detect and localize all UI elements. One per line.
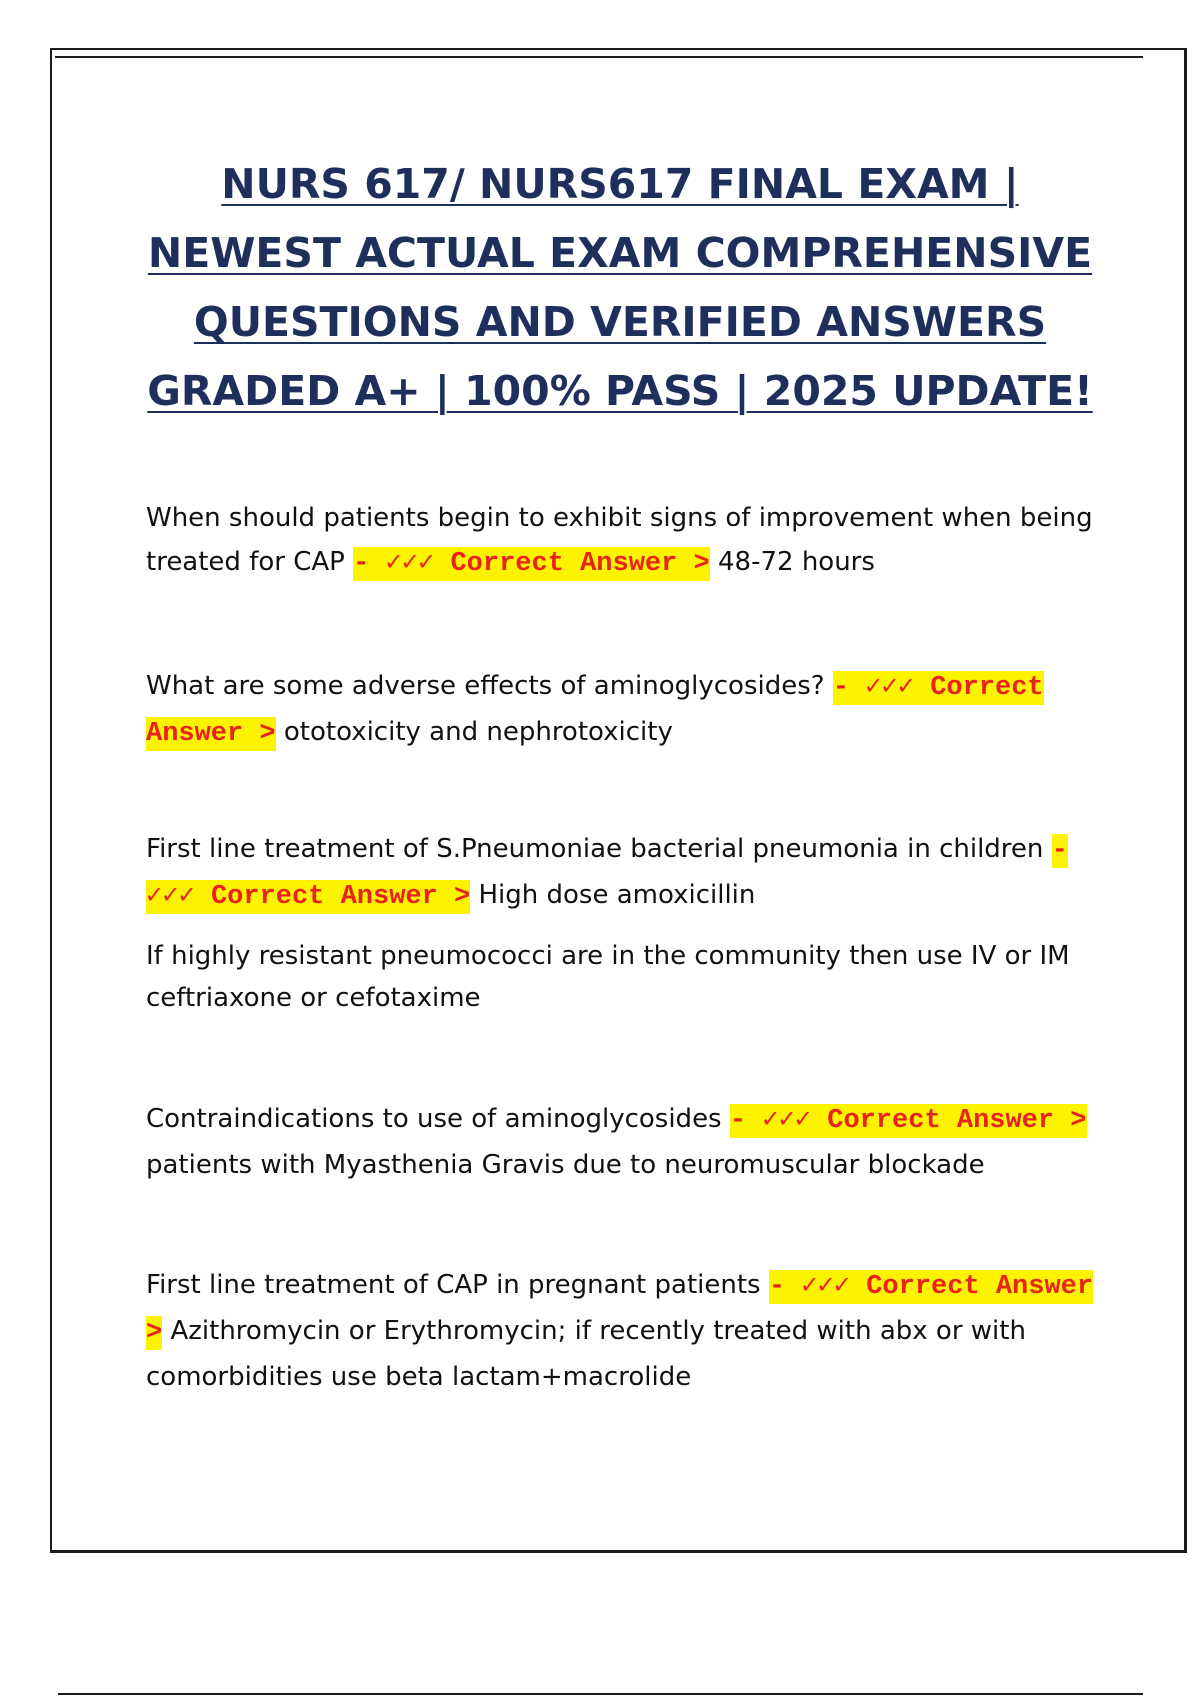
- answer-text: 48-72 hours: [718, 547, 875, 577]
- question-text: First line treatment of S.Pneumoniae bacterial pneumonia in children: [146, 834, 1044, 864]
- title-line: NURS 617/ NURS617 FINAL EXAM |: [221, 160, 1019, 208]
- question-text: Contraindications to use of aminoglycosides: [146, 1104, 722, 1134]
- correct-answer-marker: - ✓✓✓ Correct Answer >: [146, 1272, 1094, 1348]
- qa-item: [146, 1097, 1096, 1187]
- correct-answer-marker: - ✓✓✓ Correct Answer >: [729, 1106, 1087, 1136]
- title-line: GRADED A+ | 100% PASS | 2025 UPDATE!: [147, 367, 1093, 415]
- question-text: First line treatment of CAP in pregnant patients: [146, 1270, 761, 1300]
- answer-text: High dose amoxicillin: [478, 880, 756, 910]
- title-line: NEWEST ACTUAL EXAM COMPREHENSIVE: [147, 229, 1093, 277]
- qa-item: [146, 496, 1096, 586]
- correct-answer-marker: - ✓✓✓ Correct Answer >: [353, 549, 710, 579]
- qa-note: If highly resistant pneumococci are in the community then use IV or IM ceftriaxone or cefotaxime: [146, 941, 1070, 1013]
- document-title: [100, 150, 1140, 426]
- qa-item: [146, 827, 1096, 919]
- answer-text: ototoxicity and nephrotoxicity: [283, 717, 673, 747]
- bottom-rule: [58, 1693, 1143, 1695]
- title-line: QUESTIONS AND VERIFIED ANSWERS: [193, 298, 1047, 346]
- question-text: What are some adverse effects of aminoglycosides?: [146, 671, 825, 701]
- qa-item: [146, 664, 1096, 756]
- answer-text: Azithromycin or Erythromycin; if recently treated with abx or with comorbidities use beta lactam+macrolide: [146, 1316, 1026, 1392]
- correct-answer-marker: - ✓✓✓ Correct Answer >: [146, 673, 1044, 749]
- qa-item: [146, 1263, 1096, 1399]
- question-text: When should patients begin to exhibit signs of improvement when being treated for CAP: [146, 503, 1093, 577]
- correct-answer-marker: - ✓✓✓ Correct Answer >: [146, 836, 1068, 912]
- top-rule: [55, 56, 1143, 58]
- answer-text: patients with Myasthenia Gravis due to neuromuscular blockade: [146, 1150, 985, 1180]
